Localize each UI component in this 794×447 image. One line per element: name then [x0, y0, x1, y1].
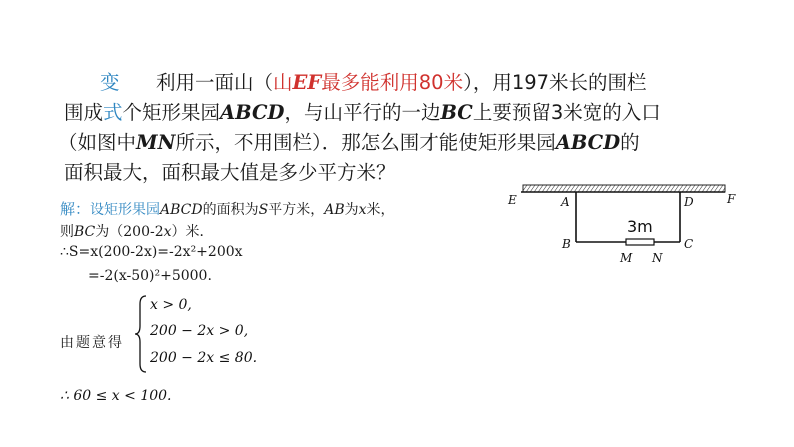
condition-label: 由题意得: [60, 335, 124, 351]
gap-label: 3m: [627, 217, 653, 236]
result-line: ∴ 60 ≤ x < 100.: [60, 388, 172, 404]
variant-tag: 变: [100, 71, 120, 94]
solution-line-2: 则BC为（200-2x）米．: [60, 224, 214, 240]
condition-1: x > 0,: [150, 297, 192, 313]
label-f: F: [727, 192, 736, 206]
label-a: A: [561, 195, 570, 209]
label-b: B: [562, 237, 571, 251]
label-m: M: [620, 251, 633, 265]
problem-line-2: 围成式个矩形果园ABCD，与山平行的一边BC上要预留3米宽的入口: [64, 101, 661, 124]
mountain-hatch: [523, 185, 725, 192]
orchard-diagram: [505, 176, 755, 268]
entrance-mn: [626, 239, 654, 245]
condition-3: 200 − 2x ≤ 80.: [150, 350, 258, 366]
label-e: E: [508, 193, 517, 207]
solution-line-1: 解：设矩形果园ABCD的面积为S平方米，AB为x米，: [60, 200, 395, 218]
label-c: C: [684, 237, 694, 251]
solution-label: 解：: [60, 200, 91, 218]
problem-line-4: 面积最大，面积最大值是多少平方米？: [64, 161, 396, 184]
solution-line-4: =-2(x-50)²+5000.: [88, 268, 212, 284]
problem-line-3: （如图中MN所示，不用围栏）．那怎么围才能使矩形果园ABCD的: [58, 131, 640, 154]
problem-line-1: 变 利用一面山（山EF最多能利用80米），用197米长的围栏: [100, 68, 647, 98]
brace: [134, 294, 148, 374]
label-n: N: [652, 251, 663, 265]
solution-line-3: ∴S=x(200-2x)=-2x²+200x: [60, 244, 243, 260]
label-d: D: [684, 195, 694, 209]
condition-2: 200 − 2x > 0,: [150, 323, 249, 339]
